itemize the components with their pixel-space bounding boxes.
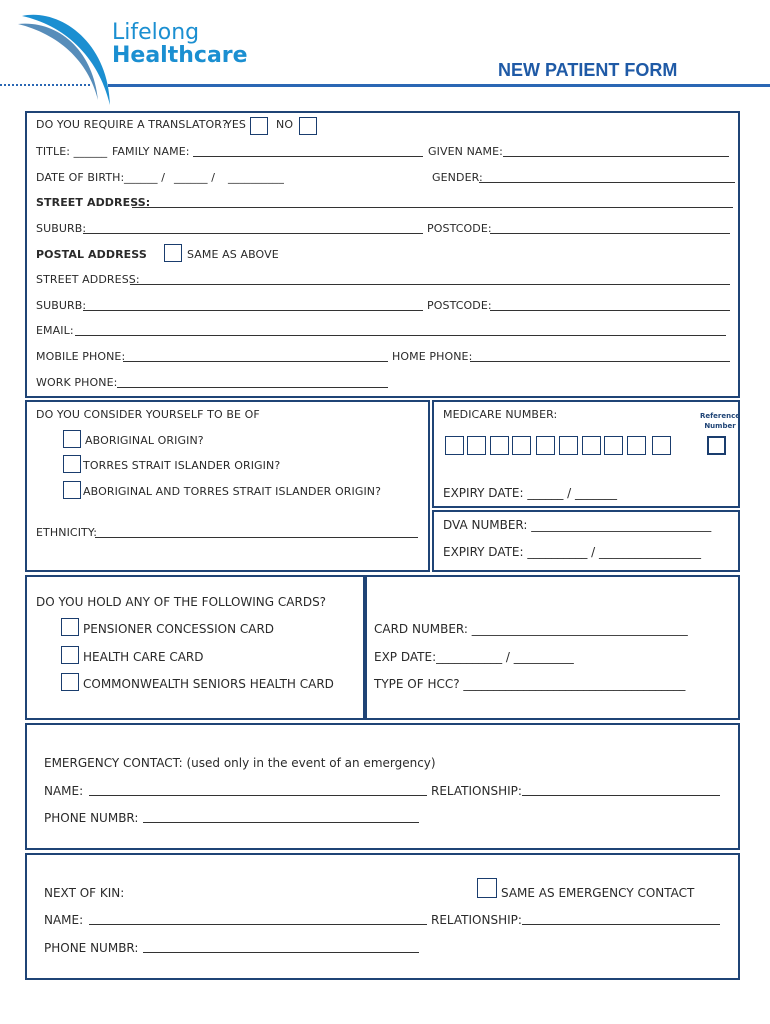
torres-strait-label: TORRES STRAIT ISLANDER ORIGIN? <box>83 459 281 472</box>
dob-month-field[interactable]: ______ / <box>174 171 216 184</box>
logo-word-lifelong: Lifelong <box>112 20 200 45</box>
same-as-emergency-label: SAME AS EMERGENCY CONTACT <box>501 886 695 900</box>
reference-number-box[interactable] <box>707 436 726 455</box>
family-name-field[interactable] <box>193 156 423 157</box>
postcode-field[interactable] <box>490 233 730 234</box>
logo-word-healthcare: Healthcare <box>112 43 248 68</box>
reference-number-label <box>700 411 740 431</box>
email-label: EMAIL: <box>36 324 74 337</box>
medicare-digit-box[interactable] <box>445 436 464 455</box>
dva-number[interactable]: DVA NUMBER: ______________________________ <box>443 518 712 532</box>
emergency-relationship-field[interactable] <box>522 795 720 796</box>
ethnicity-label: ETHNICITY: <box>36 526 98 539</box>
cards-question: DO YOU HOLD ANY OF THE FOLLOWING CARDS? <box>36 595 327 609</box>
emergency-name-field[interactable] <box>89 795 427 796</box>
ethnicity-field[interactable] <box>95 537 418 538</box>
next-of-kin-section <box>25 853 740 980</box>
card-details-section <box>365 575 740 720</box>
medicare-digit-box[interactable] <box>536 436 555 455</box>
postal-street-address-label: STREET ADDRESS: <box>36 273 140 286</box>
aboriginal-checkbox[interactable] <box>63 430 81 448</box>
gender-label: GENDER: <box>432 171 483 184</box>
postal-postcode-field[interactable] <box>490 310 730 311</box>
given-name-field[interactable] <box>503 156 729 157</box>
postcode-label: POSTCODE: <box>427 222 492 235</box>
emergency-name-label: NAME: <box>44 784 84 798</box>
seniors-card-checkbox[interactable] <box>61 673 79 691</box>
card-exp-date[interactable]: EXP DATE:___________ / __________ <box>374 650 574 664</box>
emergency-relationship-label: RELATIONSHIP: <box>431 784 522 798</box>
street-address-field[interactable] <box>132 207 733 208</box>
postal-address-label: POSTAL ADDRESS <box>36 248 147 261</box>
given-name-label: GIVEN NAME: <box>428 145 503 158</box>
medicare-digit-box[interactable] <box>512 436 531 455</box>
pensioner-card-label: PENSIONER CONCESSION CARD <box>83 622 275 636</box>
same-as-above-checkbox[interactable] <box>164 244 182 262</box>
logo <box>18 10 248 105</box>
aboriginal-label: ABORIGINAL ORIGIN? <box>85 434 204 447</box>
header-dotted-rule <box>0 84 90 86</box>
suburb-label: SUBURB: <box>36 222 87 235</box>
both-origin-label: ABORIGINAL AND TORRES STRAIT ISLANDER ORIGIN? <box>83 485 382 498</box>
seniors-card-label: COMMONWEALTH SENIORS HEALTH CARD <box>83 677 334 691</box>
same-as-emergency-checkbox[interactable] <box>477 878 497 898</box>
suburb-field[interactable] <box>83 233 423 234</box>
emergency-phone-field[interactable] <box>143 822 419 823</box>
postal-suburb-field[interactable] <box>83 310 423 311</box>
medicare-digit-box[interactable] <box>604 436 623 455</box>
medicare-digit-box[interactable] <box>467 436 486 455</box>
medicare-digit-box[interactable] <box>559 436 578 455</box>
mobile-phone-label: MOBILE PHONE: <box>36 350 126 363</box>
emergency-phone-label: PHONE NUMBR: <box>44 811 139 825</box>
dob-label: DATE OF BIRTH: <box>36 171 125 184</box>
card-number[interactable]: CARD NUMBER: ____________________________________ <box>374 622 688 636</box>
health-care-card-checkbox[interactable] <box>61 646 79 664</box>
street-address-label: STREET ADDRESS: <box>36 196 151 209</box>
next-of-kin-relationship-field[interactable] <box>522 924 720 925</box>
postal-street-address-field[interactable] <box>130 284 730 285</box>
medicare-digit-box[interactable] <box>490 436 509 455</box>
work-phone-field[interactable] <box>117 387 388 388</box>
next-of-kin-name-field[interactable] <box>89 924 427 925</box>
medicare-digit-box[interactable] <box>627 436 646 455</box>
home-phone-label: HOME PHONE: <box>392 350 473 363</box>
home-phone-field[interactable] <box>470 361 730 362</box>
next-of-kin-phone-label: PHONE NUMBR: <box>44 941 139 955</box>
dob-day-field[interactable]: ______ / <box>124 171 166 184</box>
translator-no-label: NO <box>276 118 294 131</box>
health-care-card-label: HEALTH CARE CARD <box>83 650 204 664</box>
page-title: NEW PATIENT FORM <box>498 60 678 80</box>
type-of-hcc[interactable]: TYPE OF HCC? _____________________________________ <box>374 677 686 691</box>
family-name-label: FAMILY NAME: <box>112 145 190 158</box>
torres-strait-checkbox[interactable] <box>63 455 81 473</box>
postal-suburb-label: SUBURB: <box>36 299 87 312</box>
pensioner-card-checkbox[interactable] <box>61 618 79 636</box>
emergency-heading: EMERGENCY CONTACT: (used only in the event of an emergency) <box>44 756 436 770</box>
mobile-phone-field[interactable] <box>123 361 388 362</box>
dva-expiry[interactable]: EXPIRY DATE: __________ / _________________ <box>443 545 702 559</box>
translator-no-checkbox[interactable] <box>299 117 317 135</box>
work-phone-label: WORK PHONE: <box>36 376 118 389</box>
both-origin-checkbox[interactable] <box>63 481 81 499</box>
next-of-kin-phone-field[interactable] <box>143 952 419 953</box>
medicare-expiry[interactable]: EXPIRY DATE: ______ / _______ <box>443 486 618 500</box>
translator-question: DO YOU REQUIRE A TRANSLATOR? <box>36 118 228 131</box>
origin-question: DO YOU CONSIDER YOURSELF TO BE OF <box>36 408 260 421</box>
email-field[interactable] <box>75 335 726 336</box>
postal-postcode-label: POSTCODE: <box>427 299 492 312</box>
translator-yes-label: YES <box>225 118 246 131</box>
header-rule <box>108 84 770 87</box>
next-of-kin-name-label: NAME: <box>44 913 84 927</box>
medicare-digit-box[interactable] <box>652 436 671 455</box>
next-of-kin-heading: NEXT OF KIN: <box>44 886 125 900</box>
next-of-kin-relationship-label: RELATIONSHIP: <box>431 913 522 927</box>
same-as-above-label: SAME AS ABOVE <box>187 248 279 261</box>
dob-year-field[interactable]: __________ <box>228 171 284 184</box>
emergency-contact-section <box>25 723 740 850</box>
reference-line2: Number <box>704 422 736 430</box>
title-label: TITLE: ______ <box>36 145 108 158</box>
reference-line1: Reference <box>700 412 741 420</box>
translator-yes-checkbox[interactable] <box>250 117 268 135</box>
medicare-digit-box[interactable] <box>582 436 601 455</box>
gender-field[interactable] <box>479 182 735 183</box>
medicare-label: MEDICARE NUMBER: <box>443 408 558 421</box>
